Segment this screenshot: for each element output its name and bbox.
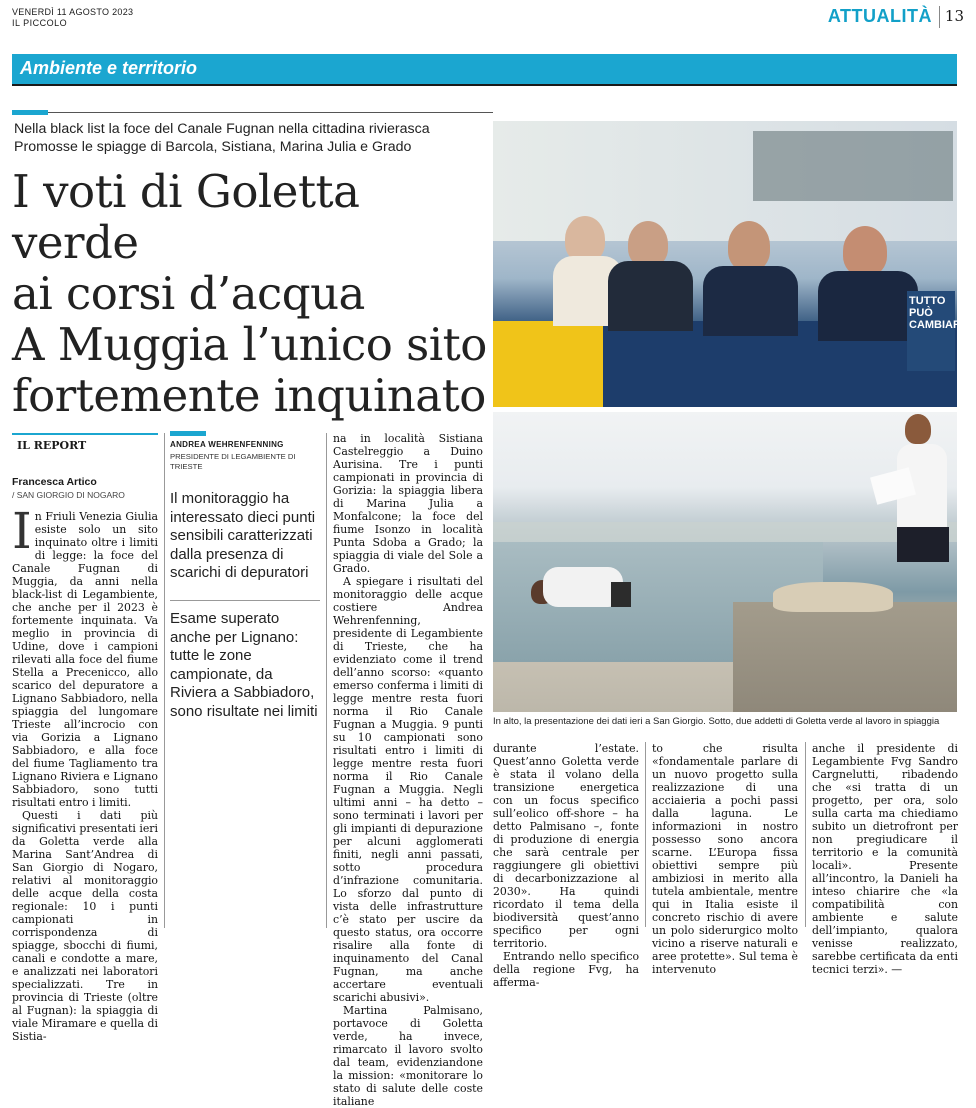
pull-quote-1: Il monitoraggio ha interessato dieci punti sensibili caratterizzati dalla presenza di scarichi di depuratori xyxy=(170,490,316,581)
column-rule-5 xyxy=(805,742,806,927)
author-location: / SAN GIORGIO DI NOGARO xyxy=(12,490,125,500)
publication-name: IL PICCOLO xyxy=(12,18,68,28)
kicker-accent xyxy=(12,110,48,115)
quote-divider xyxy=(170,600,320,601)
photo-caption: In alto, la presentazione dei dati ieri a San Giorgio. Sotto, due addetti di Goletta verde al lavoro in spiaggia xyxy=(493,716,940,727)
body-column-1 xyxy=(12,502,158,1043)
column-rule-4 xyxy=(645,742,646,927)
headline xyxy=(12,166,492,421)
body-column-3 xyxy=(333,432,483,1108)
section-label: ATTUALITÀ xyxy=(827,6,932,26)
banner-text-3: CAMBIARE xyxy=(909,319,969,331)
photo-banner xyxy=(907,291,969,371)
photo-person-2-body xyxy=(608,261,693,331)
kicker-line-1: Nella black list la foce del Canale Fugnan nella cittadina rivierasca xyxy=(14,121,430,137)
body-paragraph-5: Martina Palmisano, portavoce di Goletta verde, ha invece, rimarcato il lavoro svolto dal team, evidenziandone la mission: «monitorare lo stato di salute delle coste italiane xyxy=(333,1004,483,1108)
headline-line-2: ai corsi d’acqua xyxy=(12,267,365,320)
body-column-5: to che risulta «fondamentale parlare di un nuovo progetto sulla realizzazione di una acciaieria a pochi passi dalla laguna. Le informazioni in nostro possesso sono ancora scarne. L’Europa fissa obiettivi sempre più ambiziosi in merito alla tutela ambientale, mentre qui in Italia esiste il concreto rischio di avere un polo siderurgico molto vicino a riserve naturali e aree protette». Sul tema è intervenuto xyxy=(652,742,798,976)
body-paragraph-1: n Friuli Venezia Giulia esiste solo un sito inquinato oltre i limiti di legge: la foce del Canale Fugnan di Muggia, da anni nella black-list di Legambiente, che anche per il 2023 è fortemente inquinata. Va meglio in provincia di Udine, dove i campioni rilevati alla foce del fiume Stella a Precenicco, allo scarico del depuratore a Lignano Sabbiadoro, nella spiaggia del lungomare Trieste all’incrocio con via Gorizia a Lignano Sabbiadoro, e alla foce del fiume Tagliamento tra Lignano Riviera e Lignano Sabbiadoro, sono tutti risultati entro i limiti. xyxy=(12,510,158,809)
issue-date: VENERDÌ 11 AGOSTO 2023 xyxy=(12,7,134,17)
photo-person-3-body xyxy=(703,266,798,336)
photo-person-4-body xyxy=(818,271,918,341)
header-divider xyxy=(939,6,940,28)
dropcap: I xyxy=(12,502,32,560)
photo-yellow-banner xyxy=(493,321,603,407)
photo-person-4-head xyxy=(843,226,887,276)
report-rule xyxy=(12,433,158,435)
photo-beach xyxy=(493,412,957,712)
quote-author: ANDREA WEHRENFENNING xyxy=(170,440,284,449)
pull-quote-2: Esame superato anche per Lignano: tutte le zone campionate, da Riviera a Sabbiadoro, sono risultate nei limiti xyxy=(170,610,318,720)
page-number: 13 xyxy=(944,7,964,25)
headline-line-4: fortemente inquinato xyxy=(12,369,486,422)
photo-worker-1-shorts xyxy=(611,582,631,607)
body-paragraph-2: Questi i dati più significativi presentati ieri da Goletta verde alla Marina Sant’Andrea di San Giorgio di Nogaro, relativi al monitoraggio delle acque della costa regionale: 10 i punti campionati in corrispondenza di spiagge, sbocchi di fiumi, canali e condotte a mare, e analizzati nei laboratori specializzati. Tre in provincia di Trieste (oltre al Fugnan): la spiaggia di viale Miramare e quella di Sistia- xyxy=(12,809,158,1043)
kicker-line-2: Promosse le spiagge di Barcola, Sistiana, Marina Julia e Grado xyxy=(14,139,412,155)
kicker xyxy=(14,120,484,156)
photo-screen xyxy=(753,131,953,201)
banner-text-1: TUTTO xyxy=(909,295,946,307)
photo-rocks xyxy=(773,582,893,612)
photo-cliffs xyxy=(493,522,957,542)
body-column-6: anche il presidente di Legambiente Fvg Sandro Cargnelutti, ribadendo che «si tratta di un progetto, per ora, solo sulla carta ma chiediamo subito un dietrofront per non pregiudicare il territorio e la comunità locali». Presente all’incontro, la Danieli ha inteso chiarire che «la compatibilità con ambiente e salute dell’impianto, qualora venisse realizzato, sarebbe certificata da enti tecnici terzi». — xyxy=(812,742,958,976)
banner-text-2: PUÒ xyxy=(909,307,933,319)
kicker-rule xyxy=(48,112,493,113)
photo-conference xyxy=(493,121,969,407)
quote-accent xyxy=(170,431,206,436)
column-rule-2 xyxy=(326,433,327,928)
body-paragraph-4: A spiegare i risultati del monitoraggio delle acque costiere Andrea Wehrenfenning, presidente di Legambiente di Trieste, che ha evidenziato come il trend dell’anno scorso: «quanto emerso conferma i limiti di legge mentre resta fuori norma il Rio Canale Fugnan a Muggia. 9 punti su 10 campionati sono risultati entro i limiti di legge mentre resta fuori norma il Rio Canale Fugnan a Muggia. Negli ultimi anni – ha detto – sono terminati i lavori per gli impianti di depurazione per alcuni agglomerati finiti, negli anni passati, sotto procedura d’infrazione comunitaria. Lo sforzo dal punto di vista delle infrastrutture c’è stato per uscire da questo status, ora occorre risalire alla fonte di inquinamento del Canal Fugnan, ma anche accertare eventuali scarichi abusivi». xyxy=(333,575,483,1004)
author-name: Francesca Artico xyxy=(12,476,97,488)
section-title: Ambiente e territorio xyxy=(20,58,198,78)
quote-author-role: PRESIDENTE DI LEGAMBIENTE DI TRIESTE xyxy=(170,452,296,471)
body-column-4 xyxy=(493,742,639,989)
body-paragraph-6: durante l’estate. Quest’anno Goletta verde è stata il volano della transizione energetica con un focus specifico sull’eolico off-shore – ha detto Palmisano –, fonte di produzione di energia che sarà centrale per raggiungere gli obiettivi di decarbonizzazione al 2030». Ha quindi ricordato il tema della biodiversità quest’anno specifico per ogni territorio. xyxy=(493,742,639,950)
headline-line-1: I voti di Goletta verde xyxy=(12,165,360,269)
headline-line-3: A Muggia l’unico sito xyxy=(12,318,487,371)
body-paragraph-7: Entrando nello specifico della regione Fvg, ha afferma- xyxy=(493,950,639,989)
body-paragraph-3: na in località Sistiana Castelreggio a Duino Aurisina. Tre i punti campionati in provincia di Gorizia: la spiaggia libera di Marina Julia a Monfalcone; la foce del fiume Isonzo in località Punta Sdoba a Grado; la spiaggia di viale del Sole a Grado. xyxy=(333,432,483,575)
report-label: IL REPORT xyxy=(17,439,87,452)
photo-worker-2-shorts xyxy=(897,527,949,562)
photo-person-3-head xyxy=(728,221,770,271)
photo-worker-2-head xyxy=(905,414,931,444)
column-rule-1 xyxy=(164,433,165,928)
photo-pebbles xyxy=(733,602,957,712)
